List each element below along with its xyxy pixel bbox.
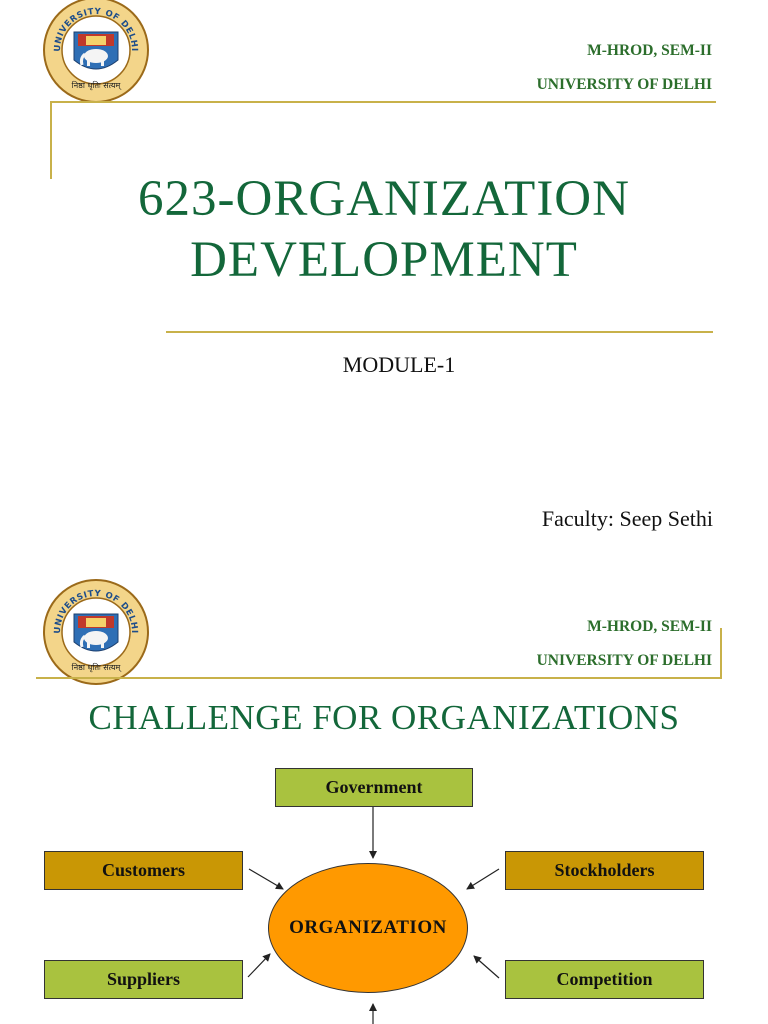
header-university: UNIVERSITY OF DELHI: [536, 652, 712, 669]
node-government: Government: [275, 768, 473, 807]
arrow-competition: [474, 956, 499, 978]
header-program: M-HROD, SEM-II: [587, 42, 712, 59]
svg-text:निष्ठा धृतिः सत्यम्: निष्ठा धृतिः सत्यम्: [71, 663, 121, 672]
header-university: UNIVERSITY OF DELHI: [536, 76, 712, 93]
header-rule: [50, 101, 716, 103]
slide-title: CHALLENGE FOR ORGANIZATIONS: [88, 698, 680, 737]
node-customers: Customers: [44, 851, 243, 890]
university-seal-logo: [42, 0, 150, 104]
node-stockholders: Stockholders: [505, 851, 704, 890]
slide-title-line1: 623-ORGANIZATION: [138, 171, 630, 227]
svg-text:UNIVERSITY OF DELHI: UNIVERSITY OF DELHI: [52, 6, 140, 52]
header-vertical-rule: [720, 628, 722, 679]
node-organization: ORGANIZATION: [268, 863, 468, 993]
header-rule: [36, 677, 722, 679]
svg-text:निष्ठा धृतिः सत्यम्: निष्ठा धृतिः सत्यम्: [71, 81, 121, 90]
university-seal-logo: [42, 578, 150, 686]
faculty-label: Faculty: Seep Sethi: [541, 506, 713, 531]
node-suppliers: Suppliers: [44, 960, 243, 999]
title-rule: [166, 331, 713, 333]
arrow-suppliers: [248, 954, 270, 977]
node-competition: Competition: [505, 960, 704, 999]
slide-title-line2: DEVELOPMENT: [190, 232, 578, 288]
header-vertical-rule: [50, 101, 52, 179]
arrow-customers: [249, 869, 283, 889]
module-label: MODULE-1: [342, 352, 456, 377]
header-program: M-HROD, SEM-II: [587, 618, 712, 635]
slide-challenges: [0, 576, 768, 1024]
svg-text:UNIVERSITY OF DELHI: UNIVERSITY OF DELHI: [52, 588, 140, 634]
arrow-stockholders: [467, 869, 499, 889]
